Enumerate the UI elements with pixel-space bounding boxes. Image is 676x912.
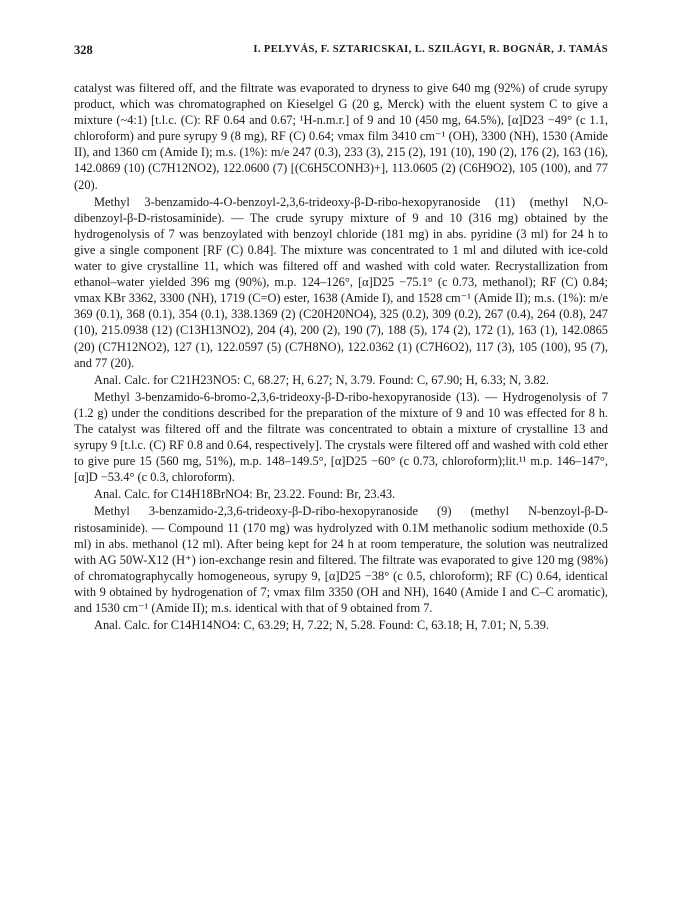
page-header <box>74 41 608 61</box>
paragraph-compound-9: Methyl 3-benzamido-2,3,6-trideoxy-β-D-ribo-hexopyranoside (9) (methyl N-benzoyl-β-D-ristosaminide). — Compound 11 (170 mg) was hydrolyzed with 0.1M methanolic sodium methoxide (0.5 ml) in abs. methanol (12 ml). After being kept for 24 h at room temperature, the solution was neutralized with AG 50W-X12 (H⁺) ion-exchange resin and filtered. The filtrate was evaporated to give 120 mg (98%) of chromatographycally homogeneous, syrupy 9, [α]D25 −38° (c 0.5, chloroform); RF (C) 0.64, identical with 9 obtained by hydrogenation of 7; νmax film 3350 (OH and NH), 1640 (Amide I and C–C aromatic), and 1530 cm⁻¹ (Amide II); m.s. identical with that of 9 obtained from 7. <box>74 504 608 615</box>
page-number: 328 <box>74 43 93 57</box>
paragraph-analysis-11: Anal. Calc. for C21H23NO5: C, 68.27; H, 6.27; N, 3.79. Found: C, 67.90; H, 6.33; N, 3.82. <box>94 372 550 387</box>
paragraph-hydrogenolysis-workup: catalyst was filtered off, and the filtrate was evaporated to dryness to give 640 mg (92%) of crude syrupy product, which was chromatographed on Kieselgel G (20 g, Merck) with the eluent system C to give a mixture (~4:1) [t.l.c. (C): RF 0.64 and 0.67; ¹H-n.m.r.] of 9 and 10 (450 mg, 64.5%), [α]D23 −49° (c 1.1, chloroform) and pure syrupy 9 (8 mg), RF (C) 0.64; νmax film 3410 cm⁻¹ (OH), 3300 (NH), 1530 (Amide II), and 1360 cm (Amide I); m.s. (1%): m/e 247 (0.3), 233 (3), 215 (2), 191 (10), 190 (2), 176 (2), 163 (16), 142.0869 (10) (C7H12NO2), 122.0600 (7) [(C6H5CONH3)+], 113.0605 (2) (C6H9O2), 105 (100), and 77 (20). <box>74 81 608 192</box>
paragraph-analysis-9: Anal. Calc. for C14H14NO4: C, 63.29; H, 7.22; N, 5.28. Found: C, 63.18; H, 7.01; N, 5.39. <box>94 618 550 633</box>
paragraph-compound-11: Methyl 3-benzamido-4-O-benzoyl-2,3,6-trideoxy-β-D-ribo-hexopyranoside (11) (methyl N,O-dibenzoyl-β-D-ristosaminide). — The crude syrupy mixture of 9 and 10 (316 mg) obtained by the hydrogenolysis of 7 was benzoylated with benzoyl chloride (181 mg) in abs. pyridine (3 ml) for 24 h to give a single component [RF (C) 0.84]. The mixture was concentrated to 1 ml and diluted with ice-cold water to give crystalline 11, which was filtered off and washed with cold water. Recrystallization from ethanol–water yielded 396 mg (90%), m.p. 124–126°, [α]D25 −75.1° (c 0.73, methanol); RF (C) 0.84; νmax KBr 3362, 3300 (NH), 1719 (C=O) ester, 1638 (Amide I), and 1528 cm⁻¹ (Amide II); m.s. (1%): m/e 369 (0.1), 368 (0.1), 354 (0.1), 338.1369 (2) (C20H20NO4), 325 (0.2), 309 (0.2), 267 (0.4), 264 (0.8), 247 (10), 215.0938 (12) (C13H13NO2), 204 (4), 200 (2), 190 (7), 188 (5), 174 (2), 172 (1), 163 (1), 142.0865 (20) (C7H12NO2), 127 (1), 122.0597 (5) (C7H8NO), 122.0362 (1) (C7H6O2), 117 (3), 105 (100), 95 (7), and 77 (20). <box>74 194 608 370</box>
paragraph-analysis-13: Anal. Calc. for C14H18BrNO4: Br, 23.22. Found: Br, 23.43. <box>94 487 396 502</box>
running-head: I. PELYVÁS, F. SZTARICSKAI, L. SZILÁGYI, R. BOGNÁR, J. TAMÁS <box>253 44 608 55</box>
paragraph-compound-13: Methyl 3-benzamido-6-bromo-2,3,6-trideoxy-β-D-ribo-hexopyranoside (13). — Hydrogenolysis of 7 (1.2 g) under the conditions described for the preparation of the mixture of 9 and 10 was effected for 8 h. The catalyst was filtered off and the filtrate was concentrated to obtain a mixture of crystalline 13 and syrupy 9 [t.l.c. (C) RF 0.8 and 0.64, respectively]. The crystals were filtered off and washed with cold ether to give pure 15 (560 mg, 51%), m.p. 148–149.5°, [α]D25 −60° (c 0.73, chloroform);lit.¹¹ m.p. 146–147°, [α]D −53.4° (c 0.3, chloroform). <box>74 389 608 485</box>
body-text <box>74 80 608 633</box>
